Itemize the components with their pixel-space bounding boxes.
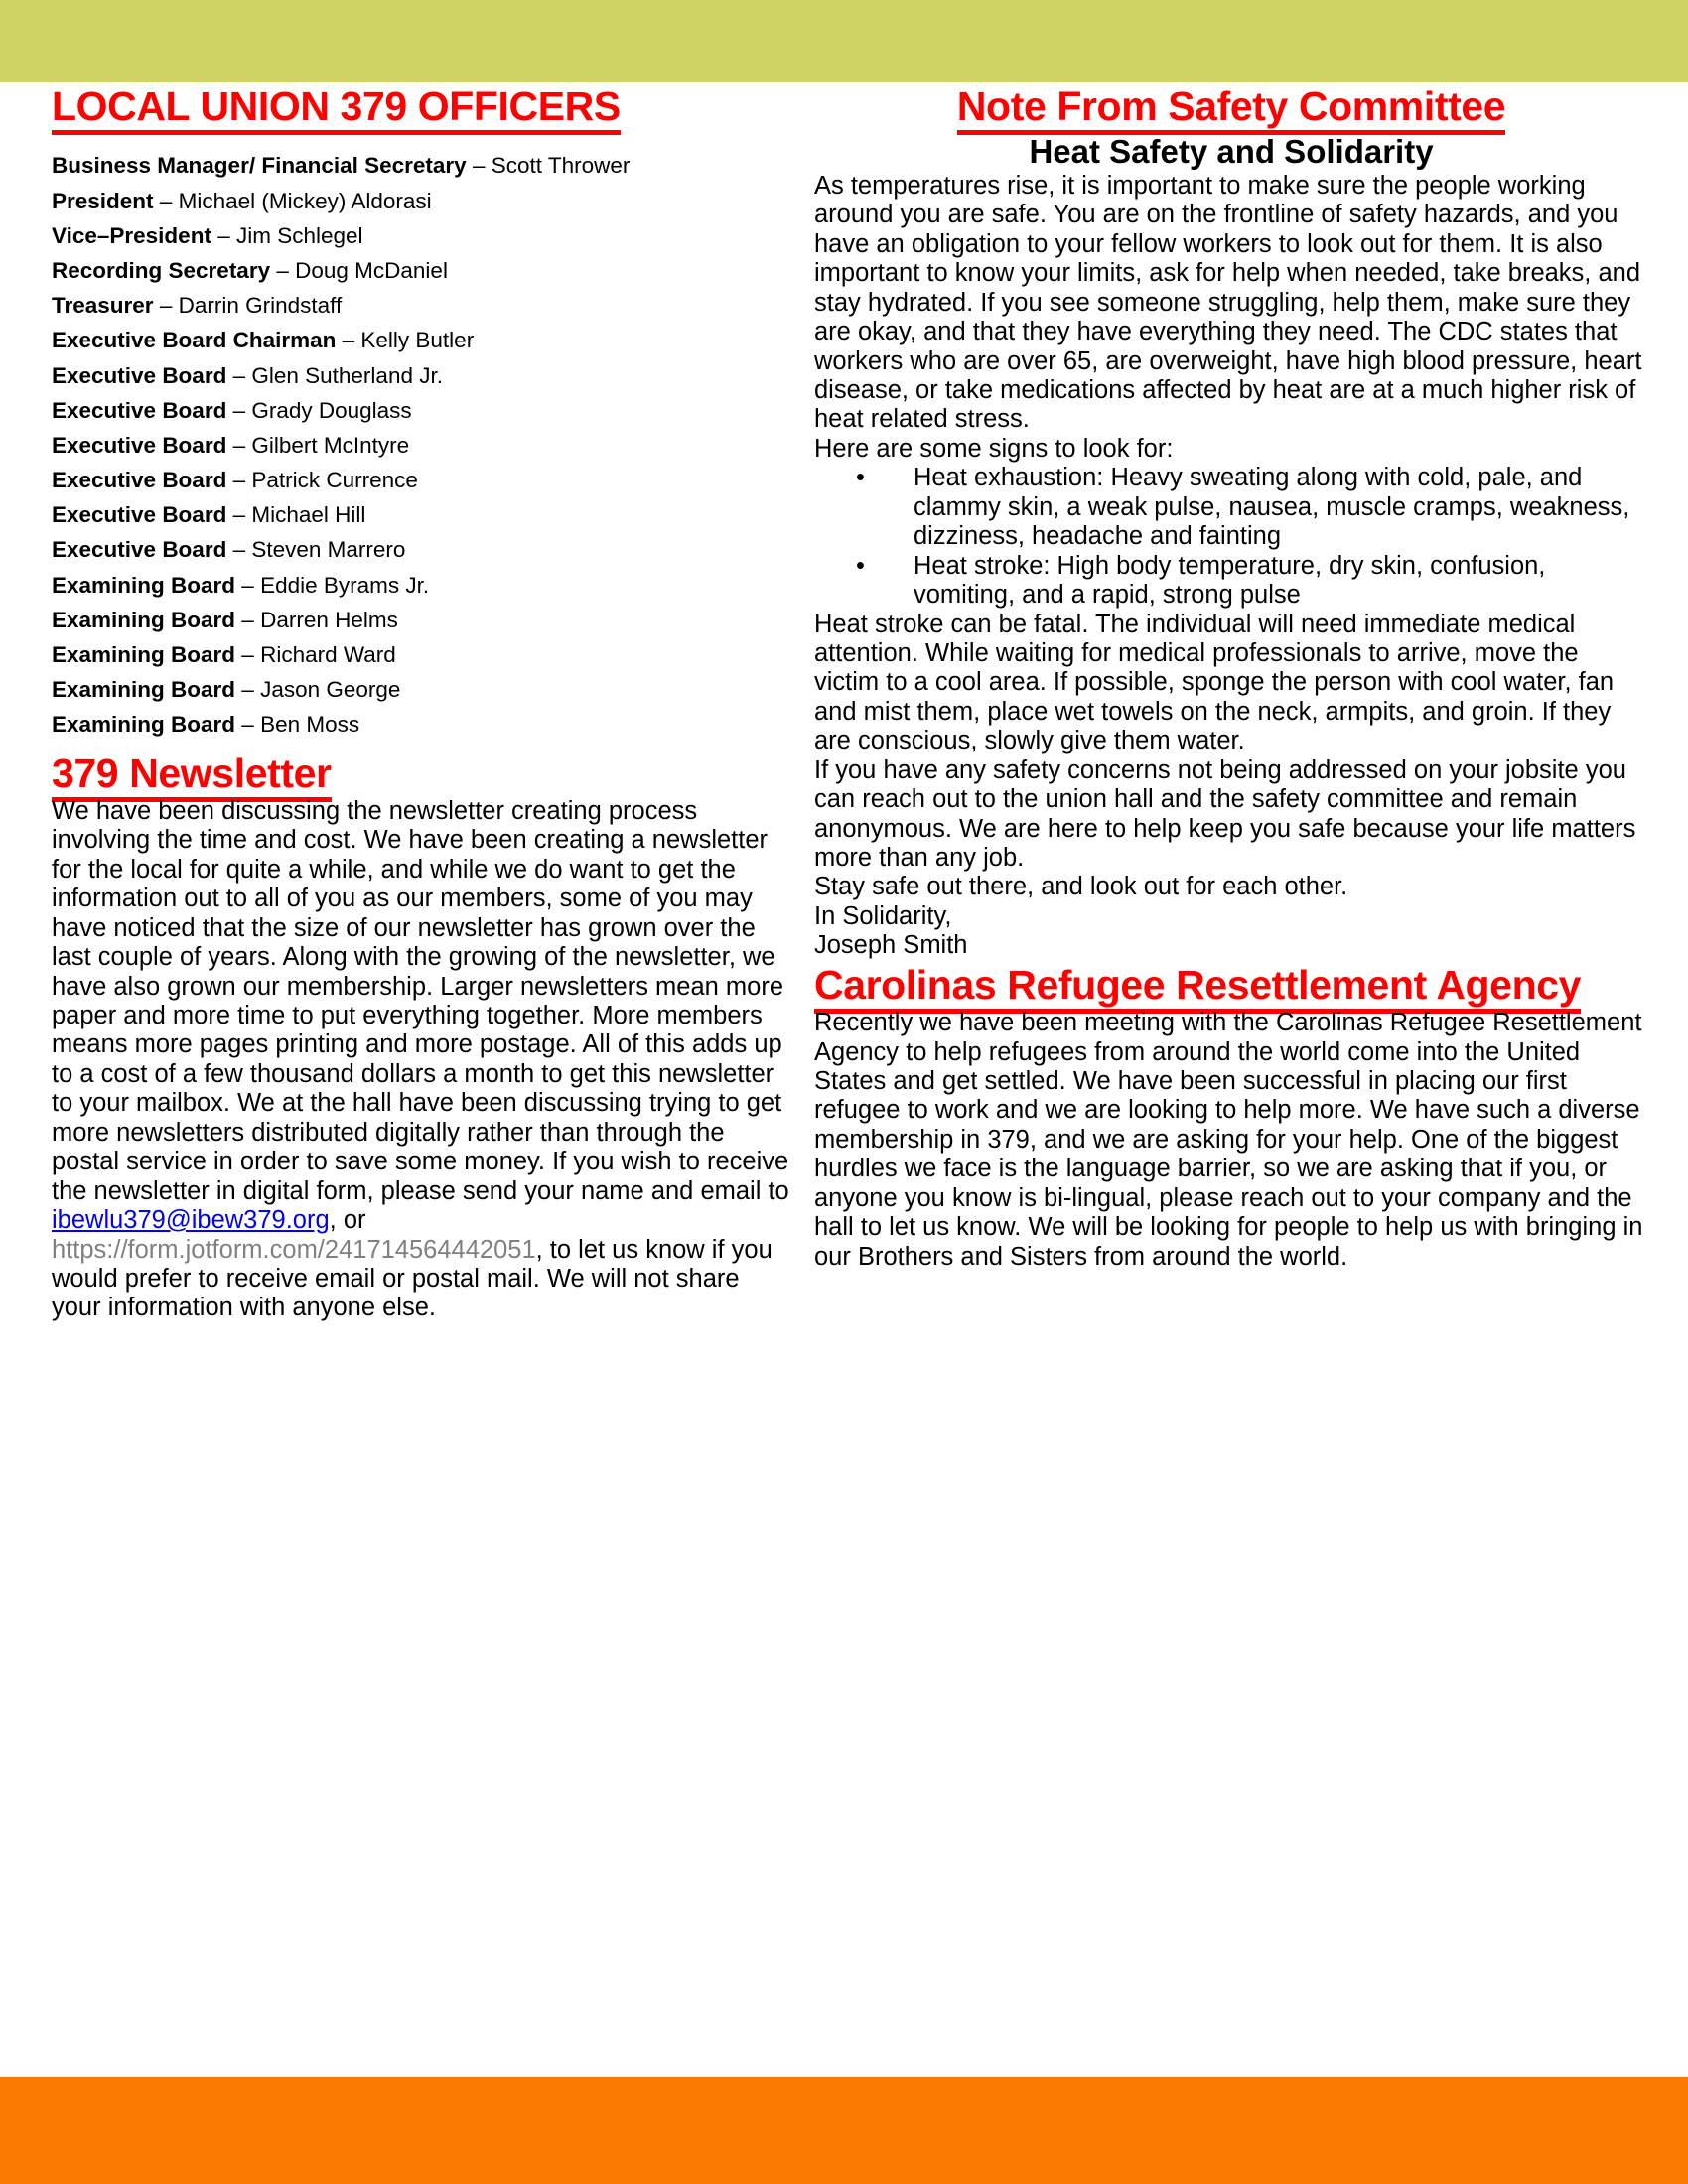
safety-signature: Joseph Smith (814, 931, 968, 960)
officer-row (52, 607, 791, 632)
officer-separator: – (226, 468, 252, 493)
top-decorative-bar (0, 0, 1688, 82)
officer-separator: – (235, 642, 261, 667)
newsletter-heading (52, 750, 791, 797)
officer-title: Executive Board (52, 432, 227, 458)
officer-title: Examining Board (52, 712, 236, 738)
right-column (814, 82, 1648, 1272)
officer-name: Doug McDaniel (295, 257, 448, 283)
officer-row (52, 222, 791, 248)
safety-paragraph-4: Stay safe out there, and look out for each other. (814, 873, 1348, 901)
officer-title: Executive Board (52, 468, 227, 493)
newsletter-text-after-url: , to let us know if you would prefer to receive email or postal mail. We will not share your information with anyone else. (52, 1235, 773, 1322)
list-item (814, 464, 1648, 551)
officer-title: President (52, 188, 154, 213)
officer-separator: – (226, 432, 252, 458)
officer-name: Jason George (260, 677, 401, 703)
officer-row (52, 504, 791, 527)
officer-name: Scott Thrower (491, 153, 631, 179)
officer-separator: – (235, 607, 261, 632)
officer-separator: – (226, 362, 252, 388)
newsletter-heading-text: 379 Newsletter (52, 751, 332, 802)
officer-title: Examining Board (52, 607, 236, 632)
officer-separator: – (211, 222, 236, 248)
officer-separator: – (235, 677, 261, 703)
officer-name: Patrick Currence (251, 468, 418, 493)
officer-name: Jim Schlegel (235, 222, 363, 248)
officer-separator: – (336, 328, 361, 353)
refugee-paragraph: Recently we have been meeting with the Carolinas Refugee Resettlement Agency to help refugees from around the world come into the United States and get settled. We have been successful in placing our first refugee to work and we are looking to help more. We have such a diverse membership in 379, and we are asking for your help. One of the biggest hurdles we face is the language barrier, so we are asking that if you, or anyone you know is bi-lingual, please reach out to your company and the hall to let us know. We will be looking for people to help us with bringing in our Brothers and Sisters from around the world. (814, 1009, 1643, 1271)
officer-separator: – (226, 537, 252, 563)
officer-title: Executive Board (52, 502, 227, 528)
officers-heading-text: LOCAL UNION 379 OFFICERS (52, 83, 621, 135)
officer-row (52, 539, 791, 562)
safety-paragraph-2: Heat stroke can be fatal. The individual will need immediate medical attention. While waiting for medical professionals to arrive, move the victim to a cool area. If possible, sponge the person with cool water, fan and mist them, place wet towels on the neck, armpits, and groin. If they are conscious, slowly give them water. (814, 610, 1615, 755)
officer-row (52, 295, 791, 318)
officer-name: Darrin Grindstaff (178, 293, 343, 319)
officer-name: Steven Marrero (251, 537, 406, 563)
officer-title: Executive Board (52, 362, 227, 388)
officer-separator: – (235, 572, 261, 598)
officer-row (52, 257, 791, 283)
officer-row (52, 470, 791, 492)
officer-separator: – (226, 502, 252, 528)
list-item-label: Heat stroke: High body temperature, dry skin, confusion, vomiting, and a rapid, strong pulse (914, 551, 1546, 610)
newsletter-form-url[interactable]: https://form.jotform.com/241714564442051 (52, 1235, 536, 1264)
officer-row (52, 714, 791, 737)
officer-title: Executive Board (52, 537, 227, 563)
newsletter-email-link[interactable]: ibewlu379@ibew379.org (52, 1206, 330, 1235)
officer-name: Eddie Byrams Jr. (260, 572, 430, 598)
newsletter-text-between: , or (329, 1206, 366, 1235)
newsletter-paragraph (52, 797, 791, 1323)
officer-title: Executive Board Chairman (52, 328, 337, 353)
officer-name: Gilbert McIntyre (251, 432, 410, 458)
list-item (814, 552, 1648, 611)
officer-row (52, 397, 791, 423)
officer-row (52, 330, 791, 352)
safety-heading-text: Note From Safety Committee (957, 83, 1505, 135)
officer-separator: – (153, 188, 179, 213)
safety-signs-intro: Here are some signs to look for: (814, 434, 1174, 463)
officer-row (52, 679, 791, 702)
safety-paragraph-1: As temperatures rise, it is important to make sure the people working around you are safe. You are on the frontline of safety hazards, and you have an obligation to your fellow workers to look out for them. It is also important to know your limits, ask for help when needed, take breaks, and stay hydrated. If you see someone struggling, help them, make sure they are okay, and that they have everything they need. The CDC states that workers who are over 65, are overweight, have high blood pressure, heart disease, or take medications affected by heat are at a much higher risk of heat related stress. (814, 171, 1642, 434)
officer-name: Glen Sutherland Jr. (251, 362, 443, 388)
newsletter-text-before-email: We have been discussing the newsletter creating process involving the time and cost. We have been creating a newsletter for the local for quite a while, and while we do want to get the information out to all of you as our members, some of you may have noticed that the size of our newsletter has grown over the last couple of years. Along with the growing of the newsletter, we have also grown our membership. Larger newsletters mean more paper and more time to put everything together. More members means more pages printing and more postage. All of this adds up to a cost of a few thousand dollars a month to get this newsletter to your mailbox. We at the hall have been discussing trying to get more newsletters distributed digitally rather than through the postal service in order to save some money. If you wish to receive the newsletter in digital form, please send your name and email to (52, 796, 789, 1205)
officer-row (52, 188, 791, 213)
officer-title: Examining Board (52, 642, 236, 667)
officer-name: Ben Moss (260, 712, 360, 738)
refugee-heading (814, 961, 1648, 1009)
officer-title: Treasurer (52, 293, 154, 319)
refugee-heading-text: Carolinas Refugee Resettlement Agency (814, 962, 1581, 1014)
safety-subheading: Heat Safety and Solidarity (1029, 133, 1434, 171)
officer-name: Grady Douglass (251, 397, 412, 423)
safety-symptom-list (814, 464, 1648, 610)
officer-title: Vice–President (52, 222, 211, 248)
officer-title: Examining Board (52, 572, 236, 598)
officer-row (52, 644, 791, 667)
list-item-label: Heat exhaustion: Heavy sweating along with cold, pale, and clammy skin, a weak pulse, nausea, muscle cramps, weakness, dizziness, headache and fainting (914, 464, 1630, 551)
officer-name: Richard Ward (260, 642, 396, 667)
officer-separator: – (466, 153, 492, 179)
officer-name: Michael Hill (251, 502, 366, 528)
officer-row (52, 432, 791, 458)
newsletter-page (0, 82, 1688, 2077)
bullet-icon: • (856, 551, 865, 580)
officer-separator: – (226, 397, 252, 423)
officer-separator: – (153, 293, 179, 319)
officer-row (52, 362, 791, 388)
safety-paragraph-3: If you have any safety concerns not being addressed on your jobsite you can reach out to the union hall and the safety committee and remain anonymous. We are here to help keep you safe because your life matters more than any job. (814, 755, 1636, 873)
officer-title: Business Manager/ Financial Secretary (52, 153, 467, 179)
safety-heading (814, 82, 1648, 130)
officers-heading (52, 82, 791, 130)
officer-row (52, 155, 791, 178)
bottom-decorative-bar (0, 2077, 1688, 2184)
officers-list (52, 155, 791, 737)
officer-row (52, 572, 791, 598)
officer-name: Kelly Butler (360, 328, 475, 353)
officer-separator: – (270, 257, 296, 283)
officer-title: Recording Secretary (52, 257, 271, 283)
officer-separator: – (235, 712, 261, 738)
safety-closing: In Solidarity, (814, 901, 952, 930)
officer-name: Michael (Mickey) Aldorasi (178, 188, 432, 213)
officer-name: Darren Helms (260, 607, 398, 632)
left-column (52, 82, 791, 1323)
bullet-icon: • (856, 464, 865, 492)
officer-title: Executive Board (52, 397, 227, 423)
officer-title: Examining Board (52, 677, 236, 703)
